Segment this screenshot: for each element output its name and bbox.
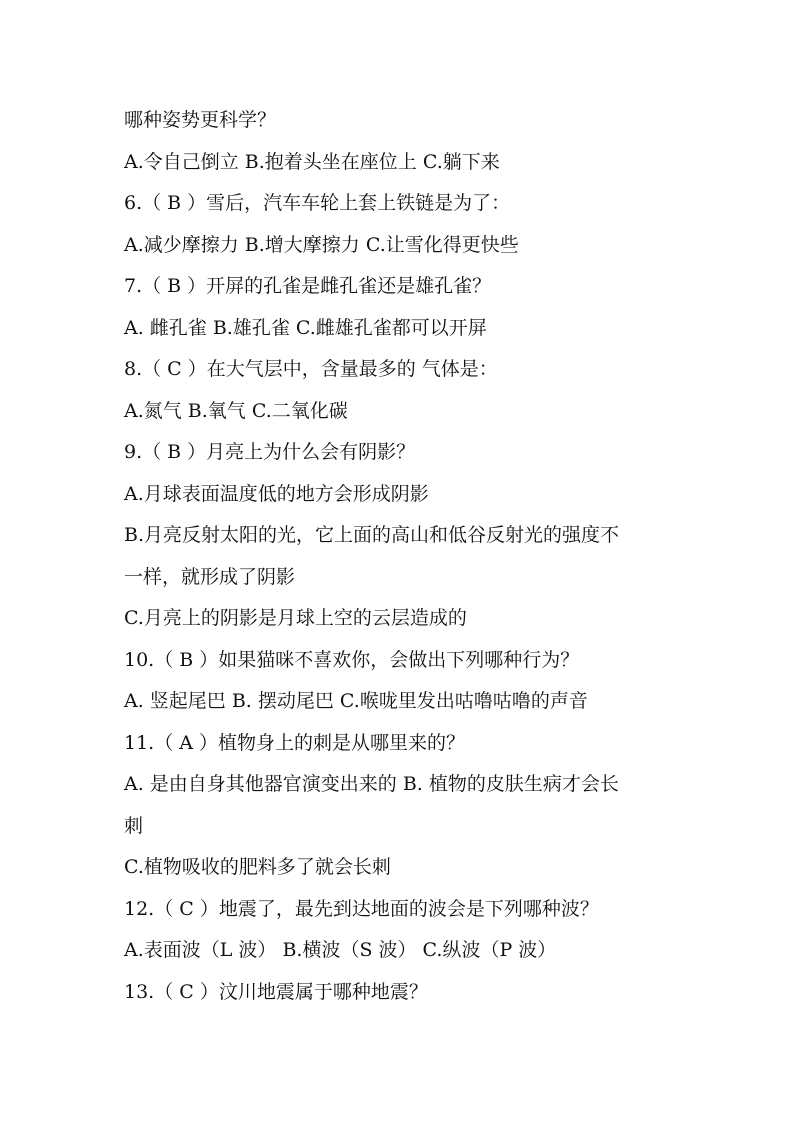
text-line: 12.（ C ）地震了，最先到达地面的波会是下列哪种波？ [124, 897, 599, 920]
text-line: 刺 [124, 814, 144, 837]
text-line: 8.（ C ）在大气层中，含量最多的 气体是： [124, 358, 498, 380]
question-text-block [124, 100, 684, 1013]
text-line: 11.（ A ）植物身上的刺是从哪里来的？ [124, 731, 466, 754]
text-line: 10.（ B ）如果猫咪不喜欢你，会做出下列哪种行为？ [124, 648, 580, 671]
text-line: A.氮气 B.氧气 C.二氧化碳 [124, 399, 348, 422]
text-line: A.令自己倒立 B.抱着头坐在座位上 C.躺下来 [124, 150, 500, 173]
text-line: 9.（ B ）月亮上为什么会有阴影？ [124, 441, 416, 463]
text-line: B.月亮反射太阳的光，它上面的高山和低谷反射光的强度不 [124, 524, 620, 546]
text-line: A. 雌孔雀 B.雄孔雀 C.雌雄孔雀都可以开屏 [124, 316, 487, 339]
text-line: 6.（ B ）雪后，汽车车轮上套上铁链是为了： [124, 192, 511, 214]
text-line: 哪种姿势更科学？ [124, 109, 277, 131]
text-line: A.减少摩擦力 B.增大摩擦力 C.让雪化得更快些 [124, 233, 519, 256]
text-line: C.植物吸收的肥料多了就会长刺 [124, 856, 391, 878]
text-line: A.表面波（L 波） B.横波（S 波） C.纵波（P 波） [124, 939, 557, 961]
text-line: 7.（ B ）开屏的孔雀是雌孔雀还是雄孔雀？ [124, 275, 492, 297]
text-line: A. 是由自身其他器官演变出来的 B. 植物的皮肤生病才会长 [124, 773, 619, 795]
text-line: A.月球表面温度低的地方会形成阴影 [124, 482, 429, 505]
text-line: 一样，就形成了阴影 [124, 565, 296, 588]
text-line: A. 竖起尾巴 B. 摆动尾巴 C.喉咙里发出咕噜咕噜的声音 [124, 690, 588, 712]
text-line: C.月亮上的阴影是月球上空的云层造成的 [124, 607, 467, 629]
text-line: 13.（ C ）汶川地震属于哪种地震？ [124, 980, 428, 1003]
